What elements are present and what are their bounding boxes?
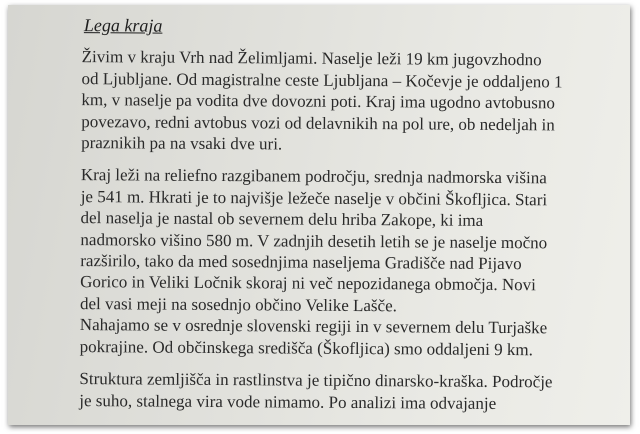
paragraph-location: Živim v kraju Vrh nad Želimljami. Naselje leži 19 km jugovzhodno od Ljubljane. Od magistralne ceste Ljubljana – Kočevje je oddaljeno 1 km, v naselje pa vodita dve dovozni poti. Kraj ima ugodno avtobusno povezavo, redni avtobus vozi od delavnikih na pol ure, ob nedeljah in praznikih pa na vsaki dve uri. bbox=[81, 47, 563, 154]
paragraph-structure: Struktura zemljišča in rastlinstva je tipično dinarsko-kraška. Področje je suho, stalnega vira vode nimamo. Po analizi ima odvajanje bbox=[79, 369, 553, 413]
paper-sheet bbox=[8, 5, 630, 425]
document-body bbox=[69, 15, 630, 415]
document-title: Lega kraja bbox=[83, 15, 163, 36]
paragraph-relief: Kraj leži na reliefno razgibanem področju, srednja nadmorska višina je 541 m. Hkrati je to najvišje ležeče naselje v občini Škofljica. Stari del naselja je nastal ob severnem delu hriba Zakope, ki ima nadmorsko višino 580 m. V zadnjih desetih letih se je naselje močno razširilo, tako da med sosednjima naseljema Gradišče nad Pijavo Gorico in Veliki Ločnik skoraj ni več nepozidanega območja. Novi del vasi meji na sosednjo občino Velike Lašče. Nahajamo se v osrednje slovenski regiji in v severnem delu Turjaške pokrajine. Od občinskega središča (Škofljica) smo oddaljeni 9 km. bbox=[79, 165, 548, 359]
photo-frame bbox=[8, 5, 630, 425]
